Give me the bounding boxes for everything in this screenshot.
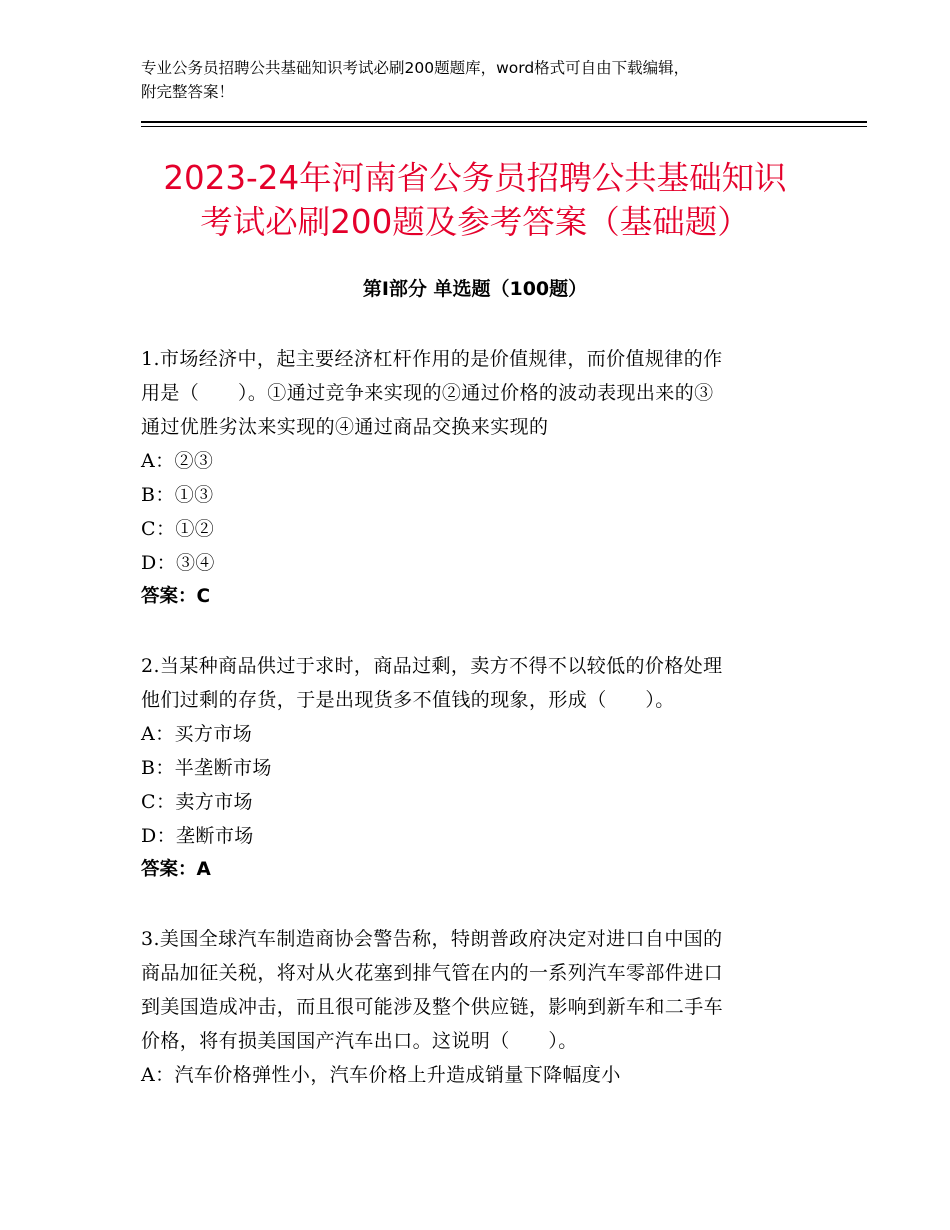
option-a: A：②③ xyxy=(141,450,214,472)
section-heading: 第Ⅰ部分 单选题（100题） xyxy=(362,278,588,300)
header-line-1: 专业公务员招聘公共基础知识考试必刷200题题库，word格式可自由下载编辑， xyxy=(141,59,690,77)
question-stem-line: 用是（ ）。①通过竞争来实现的②通过价格的波动表现出来的③ xyxy=(141,382,714,404)
question-stem-line: 1.市场经济中，起主要经济杠杆作用的是价值规律，而价值规律的作 xyxy=(141,348,723,370)
answer-key: 答案：C xyxy=(141,586,211,607)
option-d: D：垄断市场 xyxy=(141,825,254,847)
option-a: A：汽车价格弹性小，汽车价格上升造成销量下降幅度小 xyxy=(141,1064,621,1086)
header-line-2: 附完整答案！ xyxy=(141,83,235,101)
option-a: A：买方市场 xyxy=(141,723,253,745)
question-stem-line: 商品加征关税，将对从火花塞到排气管在内的一系列汽车零部件进口 xyxy=(141,962,724,984)
question-3 xyxy=(141,922,821,1092)
document-header xyxy=(141,56,841,104)
question-2 xyxy=(141,649,821,887)
title-line-2: 考试必刷200题及参考答案（基础题） xyxy=(200,203,750,241)
question-stem-line: 他们过剩的存货，于是出现货多不值钱的现象，形成（ ）。 xyxy=(141,689,675,711)
question-stem-line: 到美国造成冲击，而且很可能涉及整个供应链，影响到新车和二手车 xyxy=(141,996,724,1018)
option-c: C：卖方市场 xyxy=(141,791,253,813)
answer-key: 答案：A xyxy=(141,859,211,880)
question-list xyxy=(141,342,821,1127)
question-stem-line: 3.美国全球汽车制造商协会警告称，特朗普政府决定对进口自中国的 xyxy=(141,928,723,950)
option-b: B：①③ xyxy=(141,484,214,506)
question-1 xyxy=(141,342,821,614)
header-divider-thin xyxy=(141,126,867,127)
title-line-1: 2023-24年河南省公务员招聘公共基础知识 xyxy=(163,159,787,197)
question-stem-line: 价格，将有损美国国产汽车出口。这说明（ ）。 xyxy=(141,1030,578,1052)
document-title xyxy=(90,156,860,244)
question-stem-line: 2.当某种商品供过于求时，商品过剩，卖方不得不以较低的价格处理 xyxy=(141,655,723,677)
option-d: D：③④ xyxy=(141,552,215,574)
question-stem-line: 通过优胜劣汰来实现的④通过商品交换来实现的 xyxy=(141,416,549,438)
header-divider-thick xyxy=(141,121,867,123)
option-c: C：①② xyxy=(141,518,215,540)
option-b: B：半垄断市场 xyxy=(141,757,272,779)
